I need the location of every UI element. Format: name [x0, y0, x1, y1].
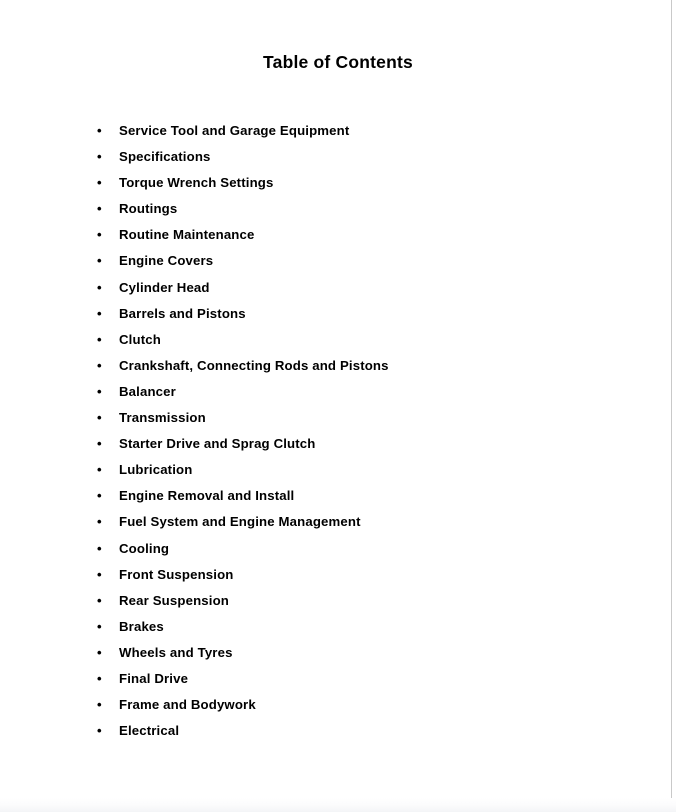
toc-item-label: Service Tool and Garage Equipment — [119, 123, 350, 138]
page-edge-bottom — [0, 798, 676, 812]
table-of-contents-list — [0, 118, 676, 744]
bullet-icon: • — [97, 618, 102, 634]
bullet-icon: • — [97, 644, 102, 660]
toc-item-label: Crankshaft, Connecting Rods and Pistons — [119, 357, 389, 373]
toc-item[interactable] — [0, 301, 676, 327]
toc-item-label: Engine Removal and Install — [119, 488, 295, 504]
bullet-icon: • — [97, 305, 102, 321]
bullet-icon: • — [97, 540, 102, 556]
toc-item-label: Electrical — [119, 723, 180, 739]
bullet-icon: • — [97, 670, 102, 686]
toc-item-label: Specifications — [119, 149, 211, 165]
toc-item-label: Transmission — [119, 410, 206, 426]
toc-item-label: Routine Maintenance — [119, 227, 255, 243]
bullet-icon: • — [97, 723, 102, 739]
bullet-icon: • — [97, 383, 102, 399]
bullet-icon: • — [97, 175, 102, 191]
toc-item[interactable] — [0, 196, 676, 222]
toc-item[interactable] — [0, 405, 676, 431]
bullet-icon: • — [97, 227, 102, 243]
toc-item-label: Wheels and Tyres — [119, 644, 233, 660]
bullet-icon: • — [97, 149, 102, 165]
toc-item-label: Engine Covers — [119, 253, 214, 269]
toc-item[interactable] — [0, 640, 676, 666]
toc-item[interactable] — [0, 509, 676, 535]
toc-item-label: Routings — [119, 201, 178, 217]
bullet-icon: • — [97, 566, 102, 582]
bullet-icon: • — [97, 279, 102, 295]
toc-item[interactable] — [0, 692, 676, 718]
bullet-icon: • — [97, 488, 102, 504]
toc-item-label: Cooling — [119, 540, 170, 556]
toc-item[interactable] — [0, 327, 676, 353]
toc-item-label: Clutch — [119, 331, 161, 347]
toc-item-label: Cylinder Head — [119, 279, 210, 295]
toc-item-label: Starter Drive and Sprag Clutch — [119, 436, 316, 452]
toc-item[interactable] — [0, 118, 676, 144]
bullet-icon: • — [97, 331, 102, 347]
bullet-icon: • — [97, 436, 102, 452]
toc-item-label: Lubrication — [119, 462, 193, 478]
toc-item[interactable] — [0, 562, 676, 588]
toc-item-label: Frame and Bodywork — [119, 697, 256, 713]
toc-item[interactable] — [0, 222, 676, 248]
toc-item[interactable] — [0, 170, 676, 196]
toc-item[interactable] — [0, 379, 676, 405]
bullet-icon: • — [97, 697, 102, 713]
toc-item[interactable] — [0, 718, 676, 744]
bullet-icon: • — [97, 123, 102, 138]
toc-item-label: Final Drive — [119, 670, 189, 686]
bullet-icon: • — [97, 462, 102, 478]
toc-item-label: Fuel System and Engine Management — [119, 514, 361, 530]
toc-item[interactable] — [0, 144, 676, 170]
toc-item[interactable] — [0, 588, 676, 614]
toc-item[interactable] — [0, 536, 676, 562]
toc-item-label: Balancer — [119, 383, 176, 399]
toc-item-label: Front Suspension — [119, 566, 234, 582]
bullet-icon: • — [97, 253, 102, 269]
toc-item[interactable] — [0, 353, 676, 379]
toc-item[interactable] — [0, 666, 676, 692]
toc-item[interactable] — [0, 457, 676, 483]
toc-item[interactable] — [0, 275, 676, 301]
bullet-icon: • — [97, 201, 102, 217]
toc-item[interactable] — [0, 248, 676, 274]
bullet-icon: • — [97, 592, 102, 608]
toc-item-label: Brakes — [119, 618, 164, 634]
toc-item[interactable] — [0, 431, 676, 457]
bullet-icon: • — [97, 514, 102, 530]
toc-item[interactable] — [0, 614, 676, 640]
toc-item-label: Barrels and Pistons — [119, 305, 246, 321]
bullet-icon: • — [97, 357, 102, 373]
toc-item-label: Rear Suspension — [119, 592, 229, 608]
page-title: Table of Contents — [263, 52, 413, 72]
toc-item[interactable] — [0, 483, 676, 509]
page-edge-right — [671, 0, 672, 800]
bullet-icon: • — [97, 410, 102, 426]
toc-item-label: Torque Wrench Settings — [119, 175, 274, 191]
